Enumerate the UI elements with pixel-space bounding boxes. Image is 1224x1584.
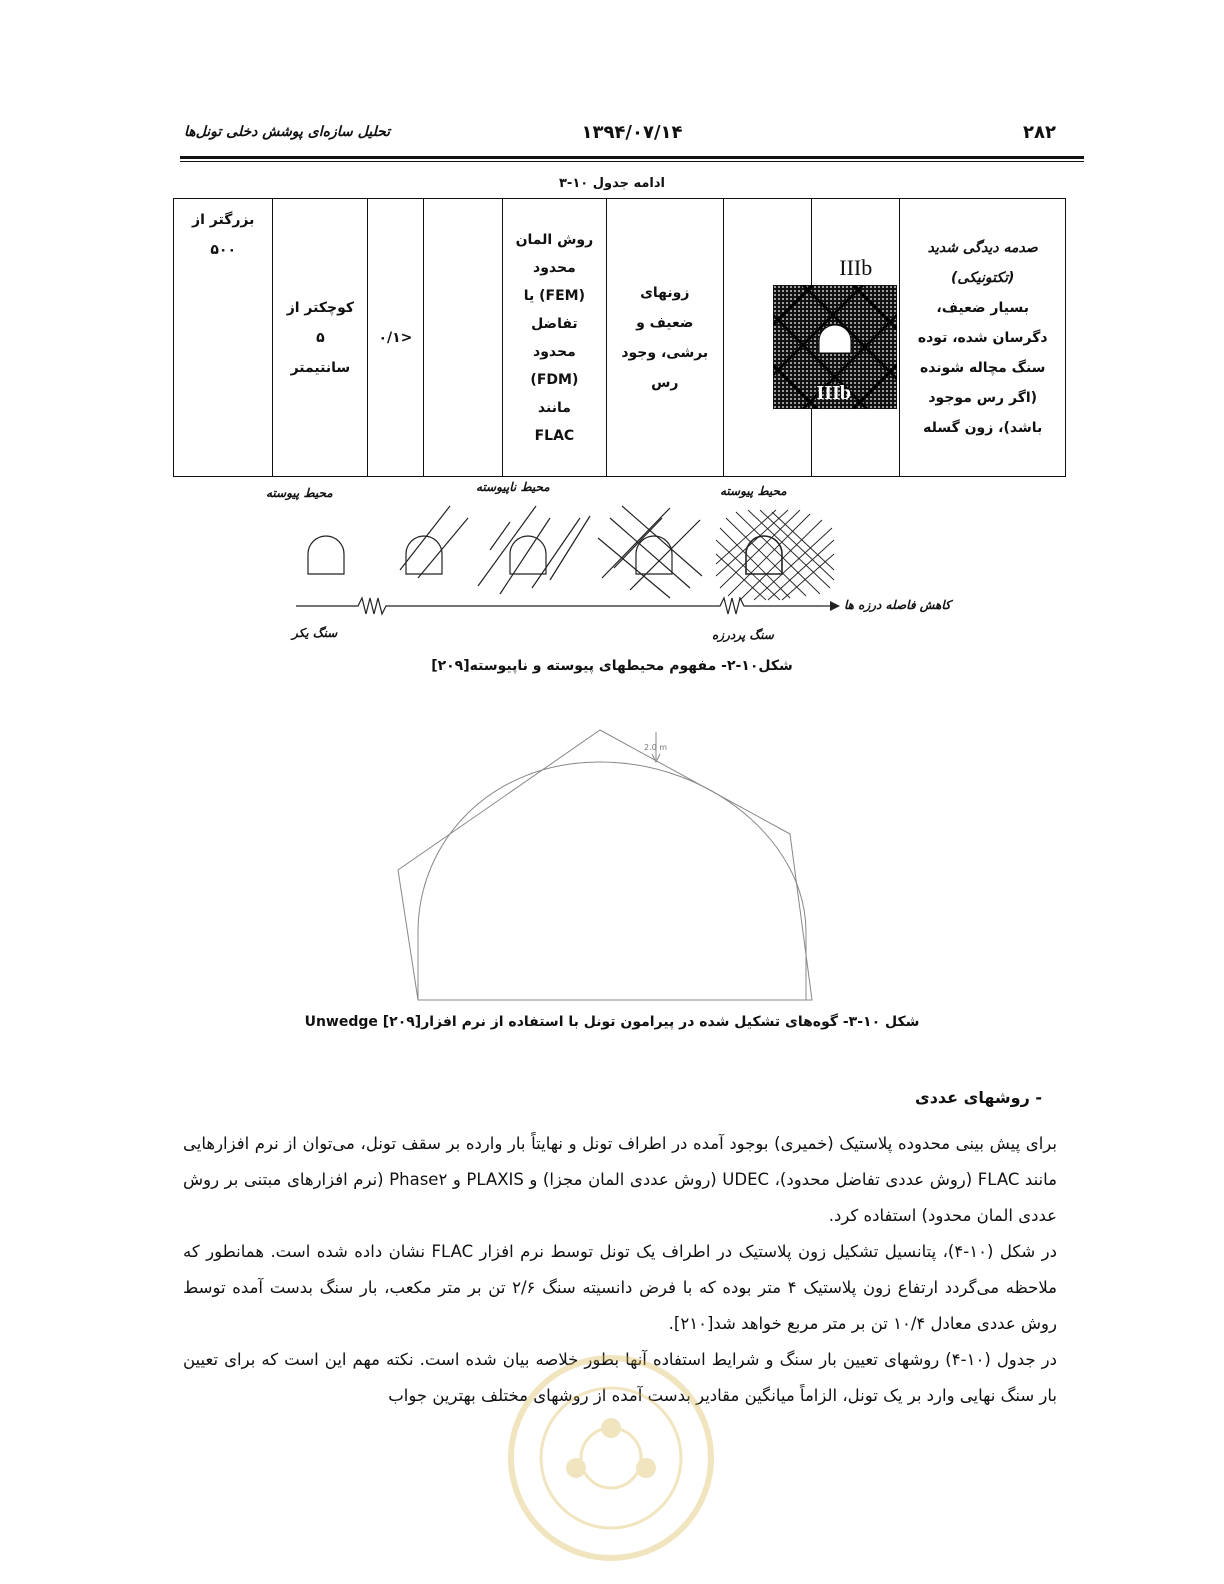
- desc-line: باشد)، زون گسله: [923, 419, 1043, 436]
- size-line: سانتیمتر: [290, 359, 351, 376]
- page-number: ۲۸۲: [1023, 122, 1056, 143]
- paragraph: برای پیش بینی محدوده پلاستیک (خمیری) بوجود آمده در اطراف تونل و نهایتاً بار وارده بر سقف تونل، می‌توان از نرم افزارهایی مانند FLAC (روش عددی تفاضل محدود)، UDEC (روش عددی المان مجزا) و PLAXIS و Phase۲ (نرم افزارهای مبتنی بر روش عددی المان محدود) استفاده کرد.: [183, 1134, 1058, 1225]
- label-arrow: کاهش فاصله درزه ها: [844, 598, 951, 612]
- cell-size: [273, 199, 368, 477]
- zones-line: ضعیف و: [636, 314, 694, 331]
- label-continuous-right: محیط پیوسته: [720, 484, 787, 498]
- desc-line: (تکتونیکی): [951, 269, 1015, 286]
- method-line: محدود: [533, 343, 576, 360]
- desc-line: بسیار ضعیف،: [936, 299, 1029, 316]
- figure1-caption: شکل۱۰-۲- مفهوم محیطهای پیوسته و ناپیوسته[۲۰۹]: [431, 658, 793, 674]
- label-intact-rock: سنگ یکر: [292, 626, 338, 640]
- section-title: - روشهای عددی: [915, 1088, 1042, 1107]
- cell-zones: [606, 199, 723, 477]
- method-line: تفاضل: [531, 315, 578, 332]
- desc-line: (اگر رس موجود: [928, 389, 1038, 406]
- figure-continuous-discontinuous: [250, 478, 970, 648]
- cell-ratio: <۰/۱: [368, 199, 423, 477]
- cell-empty: [423, 199, 502, 477]
- paragraph: در جدول (۱۰-۴) روشهای تعیین بار سنگ و شرایط استفاده آنها بطور خلاصه بیان شده است. نکته مهم این است که برای تعیین بار سنگ نهایی وارد بر یک تونل، الزاماً میانگین مقادیر بدست آمده از روشهای مختلف بهترین جواب: [183, 1350, 1057, 1405]
- method-line: مانند: [537, 399, 571, 416]
- dimension-label: 2.0 m: [644, 743, 668, 752]
- table-row: [174, 199, 1066, 477]
- desc-line: صدمه دیدگی شدید: [927, 239, 1038, 256]
- zones-line: برشی، وجود: [621, 344, 709, 361]
- label-discontinuous: محیط ناپیوسته: [476, 480, 550, 494]
- watermark-logo: [486, 1318, 736, 1584]
- method-line: (FEM) یا: [523, 287, 586, 304]
- header-date: ۱۳۹۴/۰۷/۱۴: [581, 122, 683, 143]
- depth-line: ۵۰۰: [210, 242, 237, 258]
- table-caption: ادامه جدول ۱۰-۳: [558, 176, 666, 191]
- desc-line: سنگ مچاله شونده: [919, 359, 1046, 376]
- cell-description: [900, 199, 1066, 477]
- crushed-rock-pattern-icon: [773, 285, 897, 409]
- size-line: ۵: [316, 329, 325, 346]
- continuum-diagram: [250, 478, 970, 648]
- desc-line: دگرسان شده، توده: [917, 329, 1048, 346]
- page-header: [180, 118, 1084, 158]
- figure-unwedge: [380, 722, 840, 1012]
- zones-line: رس: [651, 374, 679, 391]
- figure2-caption: شکل ۱۰-۳- گوه‌های تشکیل شده در پیرامون تونل با استفاده از نرم افزارUnwedge [۲۰۹]: [304, 1014, 920, 1030]
- cell-symbol: [812, 199, 900, 477]
- wedge-diagram: [380, 722, 840, 1012]
- symbol-label: IIIb: [839, 255, 873, 280]
- size-line: کوچکتر از: [286, 299, 355, 316]
- label-continuous-left: محیط پیوسته: [266, 486, 333, 500]
- paragraph: در شکل (۱۰-۴)، پتانسیل تشکیل زون پلاستیک در اطراف یک تونل توسط نرم افزار FLAC نشان داده شده است. همانطور که ملاحظه می‌گردد ارتفاع زون پلاستیک ۴ متر بوده که با فرض دانسیته سنگ ۲/۶ تن بر متر مکعب، بار سنگ بدست آمده توسط روش عددی معادل ۱۰/۴ تن بر متر مربع خواهد شد[۲۱۰].: [183, 1242, 1057, 1333]
- continued-table: [173, 198, 1066, 477]
- method-line: روش المان: [515, 231, 594, 248]
- depth-line: بزرگتر از: [192, 212, 255, 228]
- book-title: تحلیل سازه‌ای پوشش دخلی تونل‌ها: [184, 124, 391, 140]
- label-jointed-rock: سنگ پردرزه: [712, 628, 774, 642]
- zones-line: زونهای: [640, 284, 690, 301]
- method-line: (FDM): [530, 371, 579, 388]
- cell-depth: [174, 199, 273, 477]
- symbol-inset-label: IIIb: [816, 382, 852, 404]
- header-rule-thick: [180, 156, 1084, 159]
- header-rule-thin: [180, 161, 1084, 162]
- cell-method: [503, 199, 607, 477]
- method-line: FLAC: [534, 427, 575, 444]
- method-line: محدود: [533, 259, 576, 276]
